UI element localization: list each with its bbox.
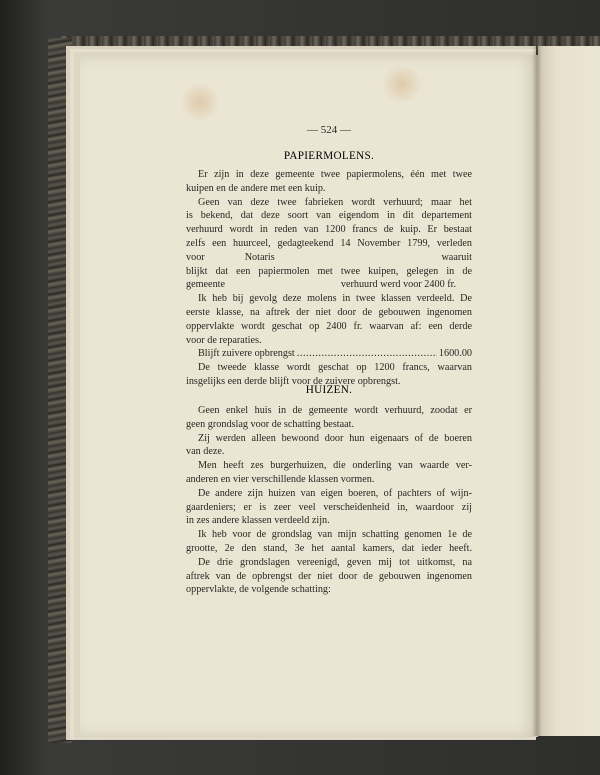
text-line: eerste klasse, na aftrek der niet door de gebouwen ingenomen	[186, 306, 472, 318]
text-line: voor de reparaties.	[186, 334, 262, 346]
page-gutter	[532, 46, 542, 736]
text-line: De tweede klasse wordt geschat op 1200 francs, waarvan	[198, 362, 472, 374]
heading-text: HUIZEN.	[305, 384, 353, 396]
text-line: oppervlakte, de volgende schatting:	[186, 584, 331, 596]
text-fragment: Blijft zuivere opbrengst	[198, 348, 295, 360]
text-line	[186, 251, 472, 265]
text-line: Zij werden alleen bewoond door hun eigenaars of de boeren	[198, 432, 472, 444]
text-line: in zes andere klassen verdeeld zijn.	[186, 515, 330, 527]
heading-text: PAPIERMOLENS.	[283, 150, 375, 162]
section-body-huizen	[186, 404, 472, 597]
text-fragment: voor	[186, 251, 205, 263]
text-line: Ik heb bij gevolg deze molens in twee klassen verdeeld. De	[198, 293, 472, 305]
text-line: Geen van deze twee fabrieken wordt verhuurd; maar het	[198, 196, 472, 208]
total-value: 1600.00	[438, 348, 472, 360]
text-fragment: verhuurd werd voor 2400 fr.	[340, 279, 456, 291]
foxing-stain	[180, 82, 220, 122]
text-fragment: gemeente	[186, 279, 226, 291]
text-line: anderen en vier verschillende klassen vormen.	[186, 473, 375, 485]
facing-page	[538, 46, 600, 736]
text-line: De drie grondslagen vereenigd, geven mij tot uitkomst, na	[198, 556, 472, 568]
text-line: Ik heb voor de grondslag van mijn schatting genomen 1e de	[198, 529, 472, 541]
text-line: gaardeniers; er is zeer veel verscheidenheid in, waardoor zij	[186, 501, 472, 513]
foxing-stain	[380, 66, 424, 102]
text-line: Geen enkel huis in de gemeente wordt verhuurd, zoodat er	[198, 405, 472, 416]
text-line-total	[186, 347, 472, 361]
text-line: geen grondslag voor de schatting bestaat.	[186, 418, 355, 430]
section-body-papiermolens	[186, 168, 472, 389]
text-line: zelfs een huurceel, gedagteekend 14 November 1799, verleden	[186, 237, 472, 249]
text-line: Men heeft zes burgerhuizen, die onderling van waarde ver-	[198, 460, 472, 472]
text-line: Er zijn in deze gemeente twee papiermolens, één met twee	[198, 169, 472, 180]
text-line: is bekend, dat deze soort van eigendom in dit departement	[186, 210, 472, 222]
text-line: De andere zijn huizen van eigen boeren, of pachters of wijn-	[198, 487, 472, 499]
text-line: oppervlakte wordt geschat op 2400 fr. waarvan af: een derde	[186, 320, 472, 332]
text-fragment: waaruit	[441, 251, 472, 263]
page-number: — 524 —	[307, 124, 351, 136]
text-line: van deze.	[186, 446, 225, 458]
text-line: insgelijks een derde blijft voor de zuivere opbrengst.	[186, 375, 401, 387]
dot-leader	[297, 347, 437, 361]
section-title-papiermolens	[186, 150, 472, 162]
text-line: grootte, 2e den stand, 3e het aantal kamers, dat ieder heeft.	[186, 542, 472, 554]
text-line: aftrek van de opbrengst der niet door de gebouwen ingenomen	[186, 570, 472, 582]
text-line: kuipen en de andere met een kuip.	[186, 182, 326, 194]
text-line	[186, 278, 472, 292]
section-title-huizen	[186, 384, 472, 396]
text-fragment: Notaris	[244, 251, 275, 263]
text-line: verhuurd wordt in reden van 1200 francs de kuip. Er bestaat	[186, 224, 472, 236]
text-line: blijkt dat een papiermolen met twee kuipen, gelegen in de	[186, 265, 472, 277]
